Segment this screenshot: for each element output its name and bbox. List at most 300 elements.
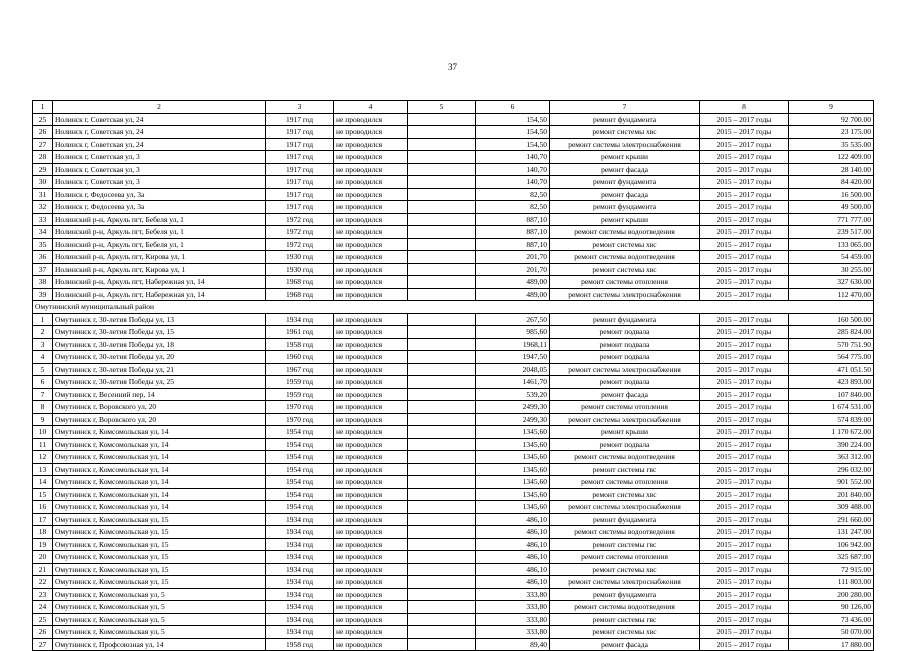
work-type-cell: ремонт крыши [550,426,700,439]
last-repair-cell: не проводился [334,238,408,251]
table-row [33,376,874,389]
cost-cell: 327 630.00 [789,276,874,289]
address-cell: Омутнинск г, Комсомольская ул, 14 [53,501,266,514]
row-number-cell: 7 [33,388,53,401]
area-cell: 2499,30 [476,413,550,426]
period-cell: 2015 – 2017 годы [700,238,789,251]
cost-cell: 1 170 672.00 [789,426,874,439]
col-5-cell [408,476,476,489]
last-repair-cell: не проводился [334,338,408,351]
table-row [33,513,874,526]
last-repair-cell: не проводился [334,276,408,289]
cost-cell: 72 915.00 [789,563,874,576]
construction-year-cell: 1934 год [266,626,334,639]
cost-cell: 201 840.00 [789,488,874,501]
col-5-cell [408,326,476,339]
cost-cell: 107 840.00 [789,388,874,401]
area-cell: 1345,60 [476,476,550,489]
address-cell: Нолинский р-н, Аркуль пгт, Бебеля ул, 1 [53,238,266,251]
period-cell: 2015 – 2017 годы [700,338,789,351]
address-cell: Омутнинск г, 30-летия Победы ул, 18 [53,338,266,351]
col-5-cell [408,176,476,189]
area-cell: 82,50 [476,188,550,201]
work-type-cell: ремонт системы водоотведения [550,526,700,539]
area-cell: 140,70 [476,151,550,164]
row-number-cell: 6 [33,376,53,389]
cost-cell: 574 839.00 [789,413,874,426]
address-cell: Нолинский р-н, Аркуль пгт, Бебеля ул, 1 [53,226,266,239]
row-number-cell: 9 [33,413,53,426]
area-cell: 985,60 [476,326,550,339]
last-repair-cell: не проводился [334,626,408,639]
construction-year-cell: 1934 год [266,538,334,551]
area-cell: 154,50 [476,113,550,126]
work-type-cell: ремонт системы хвс [550,263,700,276]
row-number-cell: 16 [33,501,53,514]
row-number-cell: 38 [33,276,53,289]
last-repair-cell: не проводился [334,638,408,651]
last-repair-cell: не проводился [334,351,408,364]
row-number-cell: 32 [33,201,53,214]
address-cell: Нолинский р-н, Аркуль пгт, Бебеля ул, 1 [53,213,266,226]
work-type-cell: ремонт системы гвс [550,463,700,476]
last-repair-cell: не проводился [334,576,408,589]
row-number-cell: 5 [33,363,53,376]
col-5-cell [408,401,476,414]
col-5-cell [408,576,476,589]
period-cell: 2015 – 2017 годы [700,151,789,164]
col-5-cell [408,338,476,351]
table-row [33,426,874,439]
header-col-2: 2 [53,101,266,114]
row-number-cell: 11 [33,438,53,451]
cost-cell: 291 660.00 [789,513,874,526]
work-type-cell: ремонт системы хвс [550,126,700,139]
table-row [33,313,874,326]
construction-year-cell: 1968 год [266,288,334,301]
construction-year-cell: 1954 год [266,438,334,451]
col-5-cell [408,376,476,389]
construction-year-cell: 1934 год [266,601,334,614]
construction-year-cell: 1958 год [266,638,334,651]
last-repair-cell: не проводился [334,463,408,476]
work-type-cell: ремонт подвала [550,326,700,339]
cost-cell: 54 459.00 [789,251,874,264]
construction-year-cell: 1917 год [266,138,334,151]
row-number-cell: 26 [33,126,53,139]
construction-year-cell: 1917 год [266,151,334,164]
address-cell: Омутнинск г, Воровского ул, 20 [53,413,266,426]
table-row [33,363,874,376]
construction-year-cell: 1934 год [266,613,334,626]
period-cell: 2015 – 2017 годы [700,326,789,339]
cost-cell: 16 500.00 [789,188,874,201]
construction-year-cell: 1954 год [266,476,334,489]
period-cell: 2015 – 2017 годы [700,176,789,189]
last-repair-cell: не проводился [334,263,408,276]
col-5-cell [408,451,476,464]
col-5-cell [408,526,476,539]
cost-cell: 771 777.00 [789,213,874,226]
row-number-cell: 22 [33,576,53,589]
period-cell: 2015 – 2017 годы [700,601,789,614]
col-5-cell [408,251,476,264]
last-repair-cell: не проводился [334,451,408,464]
header-col-6: 6 [476,101,550,114]
area-cell: 82,50 [476,201,550,214]
last-repair-cell: не проводился [334,563,408,576]
address-cell: Омутнинск г, Комсомольская ул, 5 [53,588,266,601]
construction-year-cell: 1934 год [266,576,334,589]
cost-cell: 160 500.00 [789,313,874,326]
construction-year-cell: 1959 год [266,376,334,389]
address-cell: Нолинский р-н, Аркуль пгт, Набережная ул, 14 [53,288,266,301]
period-cell: 2015 – 2017 годы [700,538,789,551]
construction-year-cell: 1917 год [266,163,334,176]
last-repair-cell: не проводился [334,151,408,164]
area-cell: 486,10 [476,526,550,539]
work-type-cell: ремонт системы водоотведения [550,451,700,464]
area-cell: 333,80 [476,601,550,614]
address-cell: Нолинск г, Советская ул, 24 [53,113,266,126]
cost-cell: 111 803.00 [789,576,874,589]
table-row [33,351,874,364]
row-number-cell: 4 [33,351,53,364]
row-number-cell: 23 [33,588,53,601]
row-number-cell: 19 [33,538,53,551]
table-row [33,138,874,151]
work-type-cell: ремонт системы электроснабжения [550,413,700,426]
work-type-cell: ремонт фасада [550,388,700,401]
row-number-cell: 33 [33,213,53,226]
construction-year-cell: 1930 год [266,251,334,264]
last-repair-cell: не проводился [334,413,408,426]
area-cell: 140,70 [476,163,550,176]
row-number-cell: 35 [33,238,53,251]
area-cell: 486,10 [476,551,550,564]
period-cell: 2015 – 2017 годы [700,401,789,414]
table-row [33,588,874,601]
work-type-cell: ремонт фундамента [550,313,700,326]
address-cell: Омутнинск г, 30-летия Победы ул, 21 [53,363,266,376]
area-cell: 201,70 [476,263,550,276]
row-number-cell: 21 [33,563,53,576]
area-cell: 154,50 [476,138,550,151]
period-cell: 2015 – 2017 годы [700,363,789,376]
table-row [33,463,874,476]
col-5-cell [408,188,476,201]
last-repair-cell: не проводился [334,426,408,439]
header-col-5: 5 [408,101,476,114]
col-5-cell [408,276,476,289]
address-cell: Омутнинск г, Комсомольская ул, 14 [53,488,266,501]
area-cell: 1345,60 [476,488,550,501]
table-row [33,251,874,264]
area-cell: 267,50 [476,313,550,326]
row-number-cell: 18 [33,526,53,539]
construction-year-cell: 1972 год [266,213,334,226]
address-cell: Нолинск г, Советская ул, 24 [53,126,266,139]
work-type-cell: ремонт системы хвс [550,563,700,576]
period-cell: 2015 – 2017 годы [700,276,789,289]
address-cell: Омутнинск г, 30-летия Победы ул, 20 [53,351,266,364]
table-row [33,126,874,139]
table-row [33,526,874,539]
col-5-cell [408,551,476,564]
col-5-cell [408,126,476,139]
work-type-cell: ремонт системы гвс [550,613,700,626]
last-repair-cell: не проводился [334,513,408,526]
col-5-cell [408,313,476,326]
construction-year-cell: 1954 год [266,501,334,514]
last-repair-cell: не проводился [334,476,408,489]
row-number-cell: 39 [33,288,53,301]
last-repair-cell: не проводился [334,226,408,239]
row-number-cell: 37 [33,263,53,276]
area-cell: 1461,70 [476,376,550,389]
work-type-cell: ремонт фундамента [550,513,700,526]
cost-cell: 901 552.00 [789,476,874,489]
construction-year-cell: 1917 год [266,176,334,189]
last-repair-cell: не проводился [334,538,408,551]
construction-year-cell: 1930 год [266,263,334,276]
col-5-cell [408,163,476,176]
area-cell: 887,10 [476,226,550,239]
address-cell: Омутнинск г, Комсомольская ул, 15 [53,526,266,539]
period-cell: 2015 – 2017 годы [700,188,789,201]
cost-cell: 131 247.00 [789,526,874,539]
table-row [33,238,874,251]
col-5-cell [408,238,476,251]
address-cell: Нолинск г, Советская ул, 24 [53,138,266,151]
period-cell: 2015 – 2017 годы [700,213,789,226]
period-cell: 2015 – 2017 годы [700,113,789,126]
construction-year-cell: 1972 год [266,238,334,251]
header-col-9: 9 [789,101,874,114]
col-5-cell [408,601,476,614]
page-number: 37 [448,62,457,72]
table-row [33,188,874,201]
col-5-cell [408,288,476,301]
cost-cell: 133 065.00 [789,238,874,251]
col-5-cell [408,588,476,601]
header-col-7: 7 [550,101,700,114]
area-cell: 1345,60 [476,463,550,476]
row-number-cell: 10 [33,426,53,439]
last-repair-cell: не проводился [334,588,408,601]
work-type-cell: ремонт системы электроснабжения [550,501,700,514]
area-cell: 1345,60 [476,438,550,451]
period-cell: 2015 – 2017 годы [700,288,789,301]
last-repair-cell: не проводился [334,288,408,301]
period-cell: 2015 – 2017 годы [700,451,789,464]
last-repair-cell: не проводился [334,551,408,564]
table-row [33,276,874,289]
area-cell: 486,10 [476,513,550,526]
row-number-cell: 31 [33,188,53,201]
last-repair-cell: не проводился [334,613,408,626]
construction-year-cell: 1954 год [266,488,334,501]
period-cell: 2015 – 2017 годы [700,263,789,276]
area-cell: 333,80 [476,613,550,626]
last-repair-cell: не проводился [334,438,408,451]
row-number-cell: 12 [33,451,53,464]
section-row [33,301,874,314]
row-number-cell: 8 [33,401,53,414]
work-type-cell: ремонт фасада [550,188,700,201]
col-5-cell [408,201,476,214]
last-repair-cell: не проводился [334,376,408,389]
header-col-8: 8 [700,101,789,114]
cost-cell: 122 409.00 [789,151,874,164]
table-row [33,113,874,126]
cost-cell: 296 032.00 [789,463,874,476]
period-cell: 2015 – 2017 годы [700,438,789,451]
cost-cell: 30 255.00 [789,263,874,276]
address-cell: Омутнинск г, 30-летия Победы ул, 25 [53,376,266,389]
table-row [33,613,874,626]
col-5-cell [408,151,476,164]
table-row [33,451,874,464]
row-number-cell: 25 [33,113,53,126]
address-cell: Омутнинск г, Комсомольская ул, 15 [53,576,266,589]
last-repair-cell: не проводился [334,501,408,514]
construction-year-cell: 1934 год [266,563,334,576]
section-title: Омутнинский муниципальный район [33,301,874,314]
row-number-cell: 3 [33,338,53,351]
period-cell: 2015 – 2017 годы [700,551,789,564]
last-repair-cell: не проводился [334,176,408,189]
row-number-cell: 34 [33,226,53,239]
table-row [33,401,874,414]
cost-cell: 92 700.00 [789,113,874,126]
cost-cell: 17 880.00 [789,638,874,651]
area-cell: 1345,60 [476,451,550,464]
last-repair-cell: не проводился [334,601,408,614]
address-cell: Нолинский р-н, Аркуль пгт, Кирова ул, 1 [53,263,266,276]
cost-cell: 285 824.00 [789,326,874,339]
work-type-cell: ремонт фасада [550,163,700,176]
construction-year-cell: 1954 год [266,463,334,476]
area-cell: 2499,30 [476,401,550,414]
address-cell: Омутнинск г, 30-летия Победы ул, 13 [53,313,266,326]
table-row [33,626,874,639]
cost-cell: 239 517.00 [789,226,874,239]
address-cell: Нолинск г, Федосеева ул, 3а [53,188,266,201]
table-row [33,438,874,451]
area-cell: 154,50 [476,126,550,139]
work-type-cell: ремонт крыши [550,151,700,164]
col-5-cell [408,138,476,151]
col-5-cell [408,438,476,451]
work-type-cell: ремонт фасада [550,638,700,651]
header-col-1: 1 [33,101,53,114]
last-repair-cell: не проводился [334,488,408,501]
address-cell: Омутнинск г, Комсомольская ул, 14 [53,438,266,451]
construction-year-cell: 1954 год [266,451,334,464]
construction-year-cell: 1961 год [266,326,334,339]
area-cell: 333,80 [476,626,550,639]
area-cell: 201,70 [476,251,550,264]
work-type-cell: ремонт системы водоотведения [550,226,700,239]
period-cell: 2015 – 2017 годы [700,138,789,151]
table-row [33,476,874,489]
col-5-cell [408,463,476,476]
construction-year-cell: 1917 год [266,188,334,201]
cost-cell: 309 488.00 [789,501,874,514]
table-row [33,263,874,276]
work-type-cell: ремонт фундамента [550,201,700,214]
header-row [33,101,874,114]
col-5-cell [408,413,476,426]
cost-cell: 325 687.00 [789,551,874,564]
row-number-cell: 17 [33,513,53,526]
last-repair-cell: не проводился [334,213,408,226]
period-cell: 2015 – 2017 годы [700,626,789,639]
area-cell: 89,40 [476,638,550,651]
period-cell: 2015 – 2017 годы [700,613,789,626]
table-row [33,201,874,214]
period-cell: 2015 – 2017 годы [700,488,789,501]
last-repair-cell: не проводился [334,313,408,326]
work-type-cell: ремонт системы отопления [550,551,700,564]
last-repair-cell: не проводился [334,138,408,151]
period-cell: 2015 – 2017 годы [700,226,789,239]
col-5-cell [408,113,476,126]
table-row [33,576,874,589]
work-type-cell: ремонт системы электроснабжения [550,363,700,376]
construction-year-cell: 1954 год [266,426,334,439]
period-cell: 2015 – 2017 годы [700,313,789,326]
construction-year-cell: 1917 год [266,201,334,214]
construction-year-cell: 1959 год [266,388,334,401]
col-5-cell [408,626,476,639]
work-type-cell: ремонт крыши [550,213,700,226]
period-cell: 2015 – 2017 годы [700,563,789,576]
period-cell: 2015 – 2017 годы [700,501,789,514]
address-cell: Омутнинск г, Комсомольская ул, 15 [53,538,266,551]
period-cell: 2015 – 2017 годы [700,163,789,176]
construction-year-cell: 1972 год [266,226,334,239]
cost-cell: 73 436.00 [789,613,874,626]
address-cell: Омутнинск г, Комсомольская ул, 5 [53,601,266,614]
row-number-cell: 29 [33,163,53,176]
table-row [33,213,874,226]
work-type-cell: ремонт подвала [550,376,700,389]
construction-year-cell: 1934 год [266,313,334,326]
cost-cell: 390 224.00 [789,438,874,451]
cost-cell: 50 070.00 [789,626,874,639]
construction-year-cell: 1934 год [266,513,334,526]
area-cell: 539,20 [476,388,550,401]
period-cell: 2015 – 2017 годы [700,251,789,264]
col-5-cell [408,501,476,514]
work-type-cell: ремонт системы отопления [550,476,700,489]
last-repair-cell: не проводился [334,201,408,214]
col-5-cell [408,388,476,401]
area-cell: 2048,05 [476,363,550,376]
address-cell: Омутнинск г, Комсомольская ул, 14 [53,463,266,476]
row-number-cell: 14 [33,476,53,489]
period-cell: 2015 – 2017 годы [700,201,789,214]
row-number-cell: 20 [33,551,53,564]
period-cell: 2015 – 2017 годы [700,526,789,539]
table-row [33,326,874,339]
work-type-cell: ремонт системы водоотведения [550,601,700,614]
table-row [33,413,874,426]
area-cell: 333,80 [476,588,550,601]
row-number-cell: 2 [33,326,53,339]
